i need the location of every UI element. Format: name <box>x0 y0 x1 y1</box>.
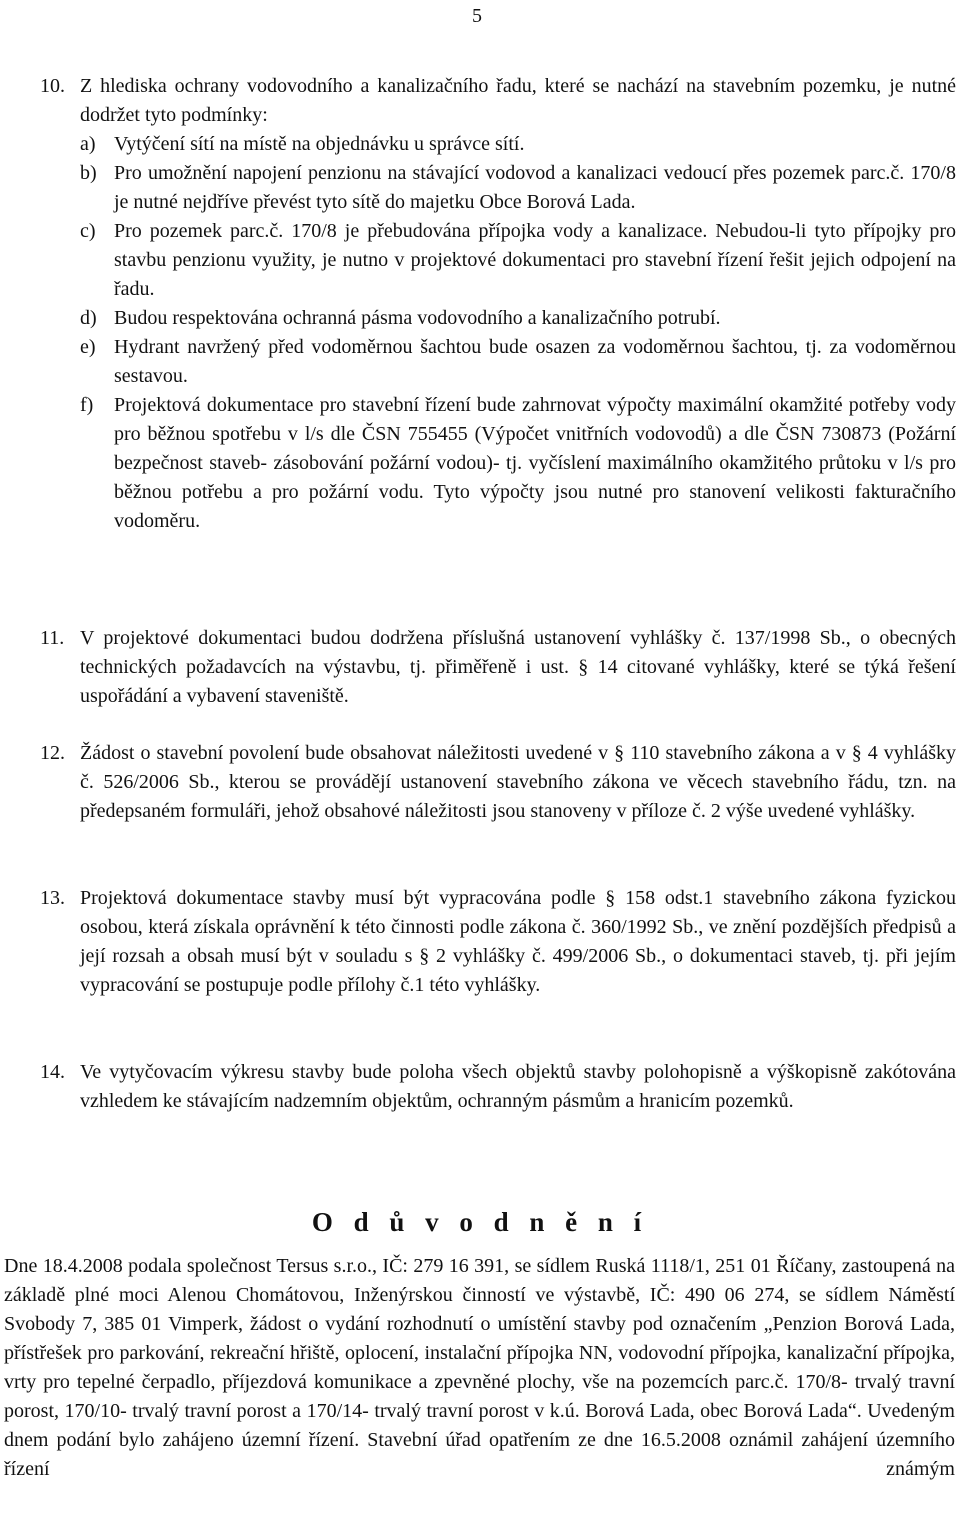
item-number: 11. <box>40 627 65 649</box>
sub-item-a <box>40 130 956 159</box>
sub-item-e <box>40 333 956 391</box>
item-number: 12. <box>40 742 65 764</box>
sub-item-text: Hydrant navržený před vodoměrnou šachtou bude osazen za vodoměrnou šachtou, tj. za vodoměrnou sestavou. <box>114 336 956 387</box>
condition-item-12 <box>40 739 956 826</box>
item-number: 10. <box>40 75 65 97</box>
sub-item-label: b) <box>80 162 97 184</box>
item-text: Ve vytyčovacím výkresu stavby bude poloha všech objektů stavby polohopisně a výškopisně zakótována vzhledem ke stávajícím nadzemním objektům, ochranným pásmům a hranicím pozemků. <box>80 1061 956 1112</box>
reasoning-paragraph: Dne 18.4.2008 podala společnost Tersus s.r.o., IČ: 279 16 391, se sídlem Ruská 1118/1, 251 01 Říčany, zastoupená na základě plné moci Alenou Chomátovou, Inženýrskou činností ve výstavbě, IČ: 490 06 274, se sídlem Náměstí Svobody 7, 385 01 Vimperk, žádost o vydání rozhodnutí o umístění stavby pod označením „Penzion Borová Lada, přístřešek pro parkování, rekreační hřiště, oplocení, instalační přípojka NN, vodovodní přípojka, kanalizační přípojka, vrty pro tepelné čerpadlo, příjezdová komunikace a zpevněné plochy, vše na pozemcích parc.č. 170/8- trvalý travní porost, 170/10- trvalý travní porost a 170/14- trvalý travní porost v k.ú. Borová Lada, obec Borová Lada“. Uvedeným dnem podání bylo zahájeno územní řízení. Stavební úřad opatřením ze dne 16.5.2008 oznámil zahájení územního řízení známým <box>4 1255 955 1480</box>
sub-item-label: c) <box>80 220 96 242</box>
sub-item-label: a) <box>80 133 96 155</box>
sub-item-c <box>40 217 956 304</box>
condition-item-10 <box>40 72 956 536</box>
item-intro: Z hlediska ochrany vodovodního a kanalizačního řadu, které se nachází na stavebním pozemku, je nutné dodržet tyto podmínky: <box>80 75 956 126</box>
condition-item-11 <box>40 624 956 711</box>
condition-item-13 <box>40 884 956 1000</box>
condition-item-14 <box>40 1058 956 1116</box>
sub-item-text: Projektová dokumentace pro stavební řízení bude zahrnovat výpočty maximální okamžité potřeby vody pro běžnou spotřebu v l/s dle ČSN 755455 (Výpočet vnitřních vodovodů) a dle ČSN 730873 (Požární bezpečnost staveb- zásobování požární vodou)- tj. vyčíslení maximálního okamžitého průtoku v l/s pro běžnou potřebu a pro požární vodu. Tyto výpočty jsou nutné pro stanovení velikosti fakturačního vodoměru. <box>114 394 956 532</box>
sub-item-label: e) <box>80 336 96 358</box>
section-title: O d ů v o d n ě n í <box>311 1207 649 1237</box>
item-text: V projektové dokumentaci budou dodržena příslušná ustanovení vyhlášky č. 137/1998 Sb., o obecných technických požadavcích na výstavbu, tj. přiměřeně i ust. § 14 citované vyhlášky, které se týká řešení uspořádání a vybavení staveniště. <box>80 627 956 707</box>
item-number: 13. <box>40 887 65 909</box>
sub-item-text: Vytýčení sítí na místě na objednávku u správce sítí. <box>114 133 525 155</box>
sub-item-d <box>40 304 956 333</box>
item-number: 14. <box>40 1061 65 1083</box>
sub-item-b <box>40 159 956 217</box>
sub-item-label: f) <box>80 394 94 416</box>
item-text: Žádost o stavební povolení bude obsahovat náležitosti uvedené v § 110 stavebního zákona a v § 4 vyhlášky č. 526/2006 Sb., kterou se provádějí ustanovení stavebního zákona ve věcech stavebního řádu, tzn. na předepsaném formuláři, jehož obsahové náležitosti jsou stanoveny v příloze č. 2 výše uvedené vyhlášky. <box>80 742 956 822</box>
sub-item-text: Budou respektována ochranná pásma vodovodního a kanalizačního potrubí. <box>114 307 721 329</box>
sub-item-label: d) <box>80 307 97 329</box>
sub-item-f <box>40 391 956 536</box>
sub-item-text: Pro pozemek parc.č. 170/8 je přebudována přípojka vody a kanalizace. Nebudou-li tyto přípojky pro stavbu penzionu využity, je nutno v projektové dokumentaci pro stavební řízení řešit jejich odpojení na řadu. <box>114 220 956 300</box>
sub-item-text: Pro umožnění napojení penzionu na stávající vodovod a kanalizaci vedoucí přes pozemek parc.č. 170/8 je nutné nejdříve převést tyto sítě do majetku Obce Borová Lada. <box>114 162 956 213</box>
page-number: 5 <box>472 5 482 27</box>
item-text: Projektová dokumentace stavby musí být vypracována podle § 158 odst.1 stavebního zákona fyzickou osobou, která získala oprávnění k této činnosti podle zákona č. 360/1992 Sb., ve znění pozdějších předpisů a její rozsah a obsah musí být v souladu s § 2 vyhlášky č. 499/2006 Sb., o dokumentaci staveb, tj. při jejím vypracování se postupuje podle přílohy č.1 této vyhlášky. <box>80 887 956 996</box>
